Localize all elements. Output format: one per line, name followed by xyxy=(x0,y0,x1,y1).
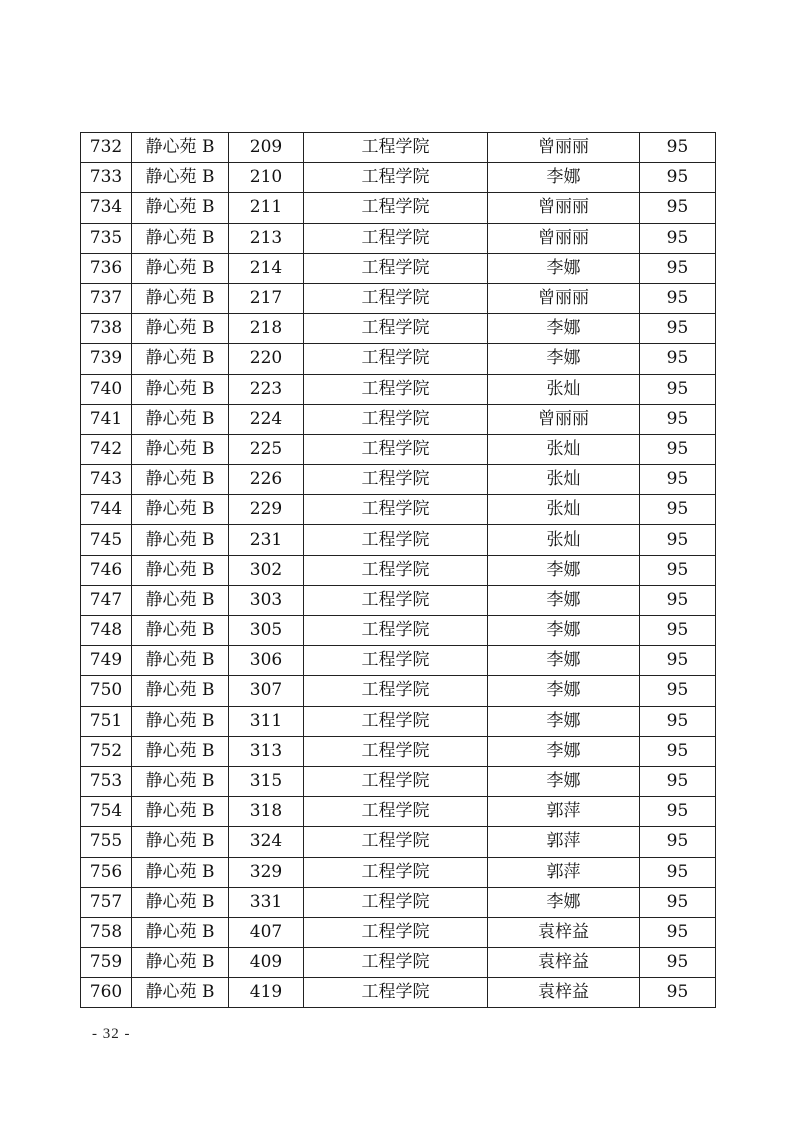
serial-number-cell: 743 xyxy=(81,465,132,495)
serial-number-cell: 748 xyxy=(81,616,132,646)
building-cell: 静心苑 B xyxy=(132,676,229,706)
counselor-cell: 李娜 xyxy=(488,887,640,917)
score-cell: 95 xyxy=(640,133,716,163)
table-body xyxy=(81,133,716,1008)
room-number-cell: 311 xyxy=(229,706,304,736)
building-cell: 静心苑 B xyxy=(132,465,229,495)
college-cell: 工程学院 xyxy=(304,283,488,313)
counselor-cell: 曾丽丽 xyxy=(488,283,640,313)
table-row xyxy=(81,163,716,193)
serial-number-cell: 757 xyxy=(81,887,132,917)
serial-number-cell: 742 xyxy=(81,434,132,464)
score-cell: 95 xyxy=(640,646,716,676)
counselor-cell: 李娜 xyxy=(488,676,640,706)
room-number-cell: 217 xyxy=(229,283,304,313)
score-cell: 95 xyxy=(640,887,716,917)
room-number-cell: 225 xyxy=(229,434,304,464)
score-cell: 95 xyxy=(640,857,716,887)
counselor-cell: 袁梓益 xyxy=(488,948,640,978)
counselor-cell: 张灿 xyxy=(488,525,640,555)
building-cell: 静心苑 B xyxy=(132,827,229,857)
score-cell: 95 xyxy=(640,314,716,344)
table-row xyxy=(81,404,716,434)
room-number-cell: 209 xyxy=(229,133,304,163)
room-number-cell: 226 xyxy=(229,465,304,495)
score-cell: 95 xyxy=(640,253,716,283)
score-cell: 95 xyxy=(640,797,716,827)
building-cell: 静心苑 B xyxy=(132,646,229,676)
serial-number-cell: 750 xyxy=(81,676,132,706)
building-cell: 静心苑 B xyxy=(132,314,229,344)
serial-number-cell: 739 xyxy=(81,344,132,374)
counselor-cell: 李娜 xyxy=(488,344,640,374)
college-cell: 工程学院 xyxy=(304,948,488,978)
counselor-cell: 张灿 xyxy=(488,374,640,404)
score-cell: 95 xyxy=(640,223,716,253)
score-cell: 95 xyxy=(640,404,716,434)
building-cell: 静心苑 B xyxy=(132,917,229,947)
score-cell: 95 xyxy=(640,917,716,947)
serial-number-cell: 751 xyxy=(81,706,132,736)
room-number-cell: 218 xyxy=(229,314,304,344)
room-number-cell: 229 xyxy=(229,495,304,525)
building-cell: 静心苑 B xyxy=(132,495,229,525)
room-number-cell: 210 xyxy=(229,163,304,193)
counselor-cell: 张灿 xyxy=(488,495,640,525)
college-cell: 工程学院 xyxy=(304,978,488,1008)
building-cell: 静心苑 B xyxy=(132,887,229,917)
building-cell: 静心苑 B xyxy=(132,978,229,1008)
serial-number-cell: 734 xyxy=(81,193,132,223)
room-number-cell: 419 xyxy=(229,978,304,1008)
serial-number-cell: 758 xyxy=(81,917,132,947)
serial-number-cell: 755 xyxy=(81,827,132,857)
table-row xyxy=(81,706,716,736)
building-cell: 静心苑 B xyxy=(132,585,229,615)
score-cell: 95 xyxy=(640,344,716,374)
serial-number-cell: 744 xyxy=(81,495,132,525)
room-number-cell: 303 xyxy=(229,585,304,615)
serial-number-cell: 737 xyxy=(81,283,132,313)
counselor-cell: 袁梓益 xyxy=(488,917,640,947)
serial-number-cell: 736 xyxy=(81,253,132,283)
table-row xyxy=(81,827,716,857)
table-row xyxy=(81,253,716,283)
serial-number-cell: 752 xyxy=(81,736,132,766)
counselor-cell: 曾丽丽 xyxy=(488,223,640,253)
score-cell: 95 xyxy=(640,948,716,978)
table-row xyxy=(81,223,716,253)
counselor-cell: 袁梓益 xyxy=(488,978,640,1008)
score-cell: 95 xyxy=(640,676,716,706)
table-row xyxy=(81,314,716,344)
table-row xyxy=(81,344,716,374)
serial-number-cell: 747 xyxy=(81,585,132,615)
table-row xyxy=(81,133,716,163)
score-cell: 95 xyxy=(640,193,716,223)
room-number-cell: 315 xyxy=(229,766,304,796)
college-cell: 工程学院 xyxy=(304,797,488,827)
counselor-cell: 李娜 xyxy=(488,314,640,344)
score-cell: 95 xyxy=(640,283,716,313)
room-number-cell: 407 xyxy=(229,917,304,947)
room-number-cell: 324 xyxy=(229,827,304,857)
college-cell: 工程学院 xyxy=(304,434,488,464)
building-cell: 静心苑 B xyxy=(132,133,229,163)
serial-number-cell: 745 xyxy=(81,525,132,555)
score-cell: 95 xyxy=(640,827,716,857)
score-cell: 95 xyxy=(640,585,716,615)
college-cell: 工程学院 xyxy=(304,766,488,796)
serial-number-cell: 738 xyxy=(81,314,132,344)
table-row xyxy=(81,525,716,555)
counselor-cell: 李娜 xyxy=(488,646,640,676)
building-cell: 静心苑 B xyxy=(132,163,229,193)
building-cell: 静心苑 B xyxy=(132,736,229,766)
college-cell: 工程学院 xyxy=(304,676,488,706)
serial-number-cell: 749 xyxy=(81,646,132,676)
table-row xyxy=(81,676,716,706)
table-row xyxy=(81,766,716,796)
room-number-cell: 223 xyxy=(229,374,304,404)
college-cell: 工程学院 xyxy=(304,193,488,223)
score-cell: 95 xyxy=(640,495,716,525)
table-row xyxy=(81,948,716,978)
score-cell: 95 xyxy=(640,434,716,464)
counselor-cell: 李娜 xyxy=(488,585,640,615)
college-cell: 工程学院 xyxy=(304,585,488,615)
counselor-cell: 曾丽丽 xyxy=(488,133,640,163)
college-cell: 工程学院 xyxy=(304,314,488,344)
counselor-cell: 张灿 xyxy=(488,465,640,495)
table-row xyxy=(81,555,716,585)
score-cell: 95 xyxy=(640,706,716,736)
building-cell: 静心苑 B xyxy=(132,253,229,283)
table-row xyxy=(81,978,716,1008)
building-cell: 静心苑 B xyxy=(132,766,229,796)
room-number-cell: 214 xyxy=(229,253,304,283)
college-cell: 工程学院 xyxy=(304,555,488,585)
serial-number-cell: 732 xyxy=(81,133,132,163)
room-number-cell: 318 xyxy=(229,797,304,827)
score-cell: 95 xyxy=(640,525,716,555)
serial-number-cell: 740 xyxy=(81,374,132,404)
counselor-cell: 李娜 xyxy=(488,253,640,283)
score-cell: 95 xyxy=(640,163,716,193)
room-number-cell: 329 xyxy=(229,857,304,887)
college-cell: 工程学院 xyxy=(304,706,488,736)
college-cell: 工程学院 xyxy=(304,133,488,163)
counselor-cell: 李娜 xyxy=(488,736,640,766)
table-row xyxy=(81,646,716,676)
college-cell: 工程学院 xyxy=(304,404,488,434)
room-number-cell: 220 xyxy=(229,344,304,374)
serial-number-cell: 746 xyxy=(81,555,132,585)
table-row xyxy=(81,465,716,495)
score-cell: 95 xyxy=(640,465,716,495)
college-cell: 工程学院 xyxy=(304,223,488,253)
table-row xyxy=(81,374,716,404)
building-cell: 静心苑 B xyxy=(132,283,229,313)
college-cell: 工程学院 xyxy=(304,525,488,555)
serial-number-cell: 754 xyxy=(81,797,132,827)
serial-number-cell: 753 xyxy=(81,766,132,796)
college-cell: 工程学院 xyxy=(304,857,488,887)
score-cell: 95 xyxy=(640,978,716,1008)
counselor-cell: 曾丽丽 xyxy=(488,193,640,223)
building-cell: 静心苑 B xyxy=(132,404,229,434)
counselor-cell: 李娜 xyxy=(488,706,640,736)
college-cell: 工程学院 xyxy=(304,887,488,917)
score-cell: 95 xyxy=(640,766,716,796)
room-number-cell: 224 xyxy=(229,404,304,434)
room-number-cell: 331 xyxy=(229,887,304,917)
score-cell: 95 xyxy=(640,736,716,766)
counselor-cell: 曾丽丽 xyxy=(488,404,640,434)
counselor-cell: 李娜 xyxy=(488,163,640,193)
building-cell: 静心苑 B xyxy=(132,374,229,404)
college-cell: 工程学院 xyxy=(304,163,488,193)
room-number-cell: 211 xyxy=(229,193,304,223)
building-cell: 静心苑 B xyxy=(132,706,229,736)
counselor-cell: 郭萍 xyxy=(488,827,640,857)
room-number-cell: 213 xyxy=(229,223,304,253)
table-row xyxy=(81,887,716,917)
table-row xyxy=(81,616,716,646)
building-cell: 静心苑 B xyxy=(132,948,229,978)
score-cell: 95 xyxy=(640,374,716,404)
counselor-cell: 李娜 xyxy=(488,616,640,646)
building-cell: 静心苑 B xyxy=(132,525,229,555)
table-row xyxy=(81,495,716,525)
college-cell: 工程学院 xyxy=(304,495,488,525)
building-cell: 静心苑 B xyxy=(132,344,229,374)
score-cell: 95 xyxy=(640,616,716,646)
serial-number-cell: 756 xyxy=(81,857,132,887)
college-cell: 工程学院 xyxy=(304,736,488,766)
building-cell: 静心苑 B xyxy=(132,616,229,646)
table-row xyxy=(81,736,716,766)
score-cell: 95 xyxy=(640,555,716,585)
building-cell: 静心苑 B xyxy=(132,797,229,827)
room-number-cell: 409 xyxy=(229,948,304,978)
table-row xyxy=(81,857,716,887)
college-cell: 工程学院 xyxy=(304,344,488,374)
building-cell: 静心苑 B xyxy=(132,434,229,464)
serial-number-cell: 759 xyxy=(81,948,132,978)
room-number-cell: 302 xyxy=(229,555,304,585)
college-cell: 工程学院 xyxy=(304,616,488,646)
counselor-cell: 郭萍 xyxy=(488,857,640,887)
building-cell: 静心苑 B xyxy=(132,223,229,253)
college-cell: 工程学院 xyxy=(304,374,488,404)
college-cell: 工程学院 xyxy=(304,646,488,676)
table-row xyxy=(81,585,716,615)
page-number: - 32 - xyxy=(92,1026,131,1042)
room-number-cell: 307 xyxy=(229,676,304,706)
building-cell: 静心苑 B xyxy=(132,193,229,223)
serial-number-cell: 760 xyxy=(81,978,132,1008)
room-number-cell: 313 xyxy=(229,736,304,766)
table-row xyxy=(81,283,716,313)
table-row xyxy=(81,917,716,947)
counselor-cell: 李娜 xyxy=(488,766,640,796)
counselor-cell: 郭萍 xyxy=(488,797,640,827)
counselor-cell: 李娜 xyxy=(488,555,640,585)
serial-number-cell: 741 xyxy=(81,404,132,434)
building-cell: 静心苑 B xyxy=(132,555,229,585)
college-cell: 工程学院 xyxy=(304,917,488,947)
room-number-cell: 231 xyxy=(229,525,304,555)
table-row xyxy=(81,193,716,223)
room-number-cell: 305 xyxy=(229,616,304,646)
college-cell: 工程学院 xyxy=(304,253,488,283)
serial-number-cell: 735 xyxy=(81,223,132,253)
college-cell: 工程学院 xyxy=(304,465,488,495)
dormitory-score-table xyxy=(80,132,716,1008)
table-row xyxy=(81,434,716,464)
serial-number-cell: 733 xyxy=(81,163,132,193)
table-row xyxy=(81,797,716,827)
college-cell: 工程学院 xyxy=(304,827,488,857)
room-number-cell: 306 xyxy=(229,646,304,676)
building-cell: 静心苑 B xyxy=(132,857,229,887)
counselor-cell: 张灿 xyxy=(488,434,640,464)
